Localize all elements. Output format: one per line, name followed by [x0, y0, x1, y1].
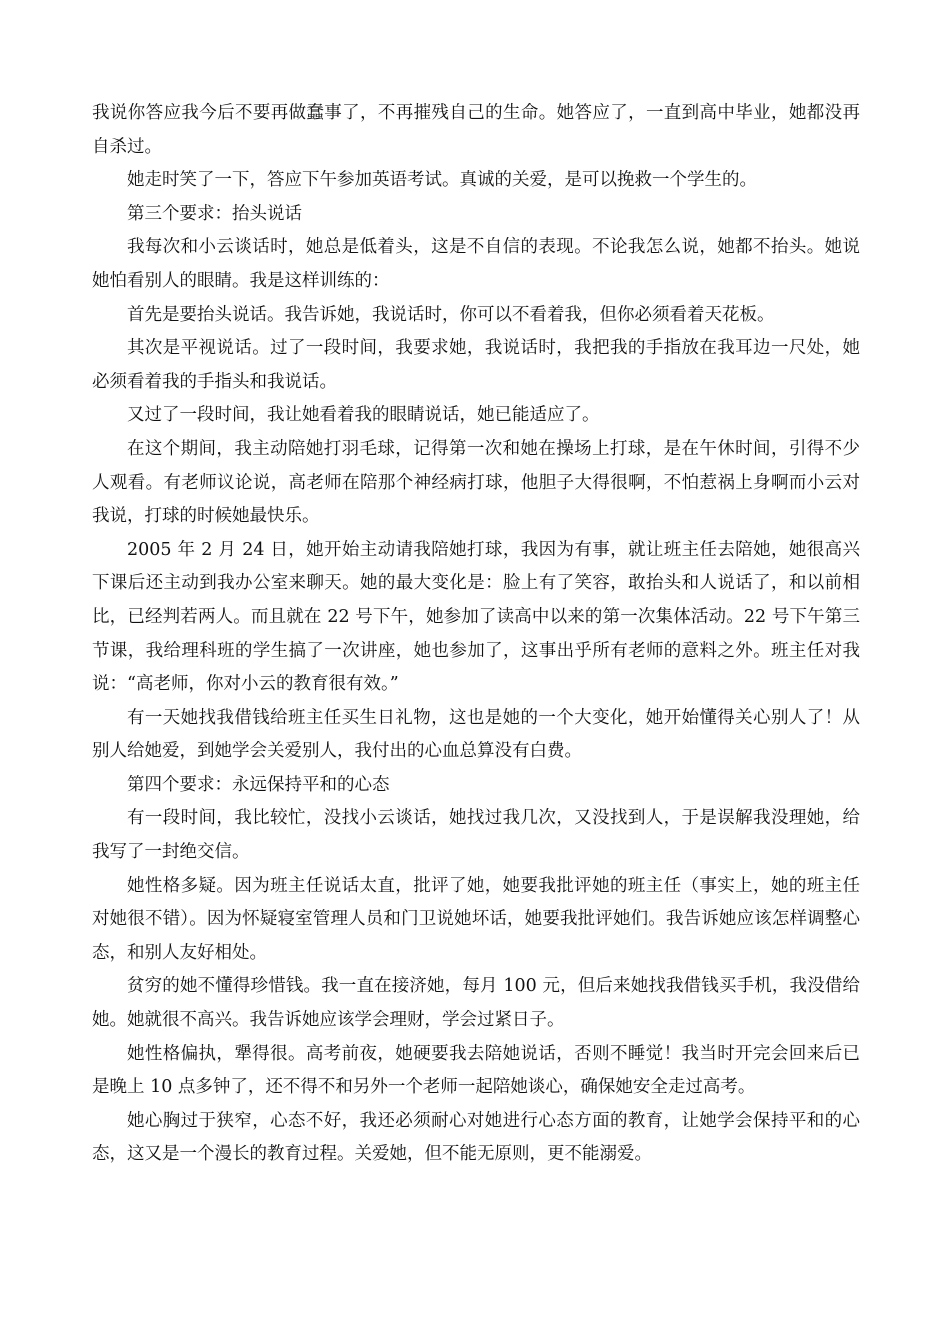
paragraph-16: 她心胸过于狭窄，心态不好，我还必须耐心对她进行心态方面的教育，让她学会保持平和的心态，这又是一个漫长的教育过程。关爱她，但不能无原则，更不能溺爱。 — [92, 1110, 860, 1165]
paragraph-4: 我每次和小云谈话时，她总是低着头，这是不自信的表现。不论我怎么说，她都不抬头。她说她怕看别人的眼睛。我是这样训练的： — [92, 237, 860, 291]
paragraph-15: 她性格偏执，犟得很。高考前夜，她硬要我去陪她说话，否则不睡觉！我当时开完会回来后已是晚上 10 点多钟了，还不得不和另外一个老师一起陪她谈心，确保她安全走过高考。 — [92, 1043, 860, 1098]
paragraph-5: 首先是要抬头说话。我告诉她，我说话时，你可以不看着我，但你必须看着天花板。 — [127, 304, 775, 325]
paragraph-8: 在这个期间，我主动陪她打羽毛球，记得第一次和她在操场上打球，是在午休时间，引得不少人观看。有老师议论说，高老师在陪那个神经病打球，他胆子大得很啊，不怕惹祸上身啊而小云对我说，打球的时候她最快乐。 — [92, 438, 860, 527]
paragraph-1: 我说你答应我今后不要再做蠢事了，不再摧残自己的生命。她答应了，一直到高中毕业，她都没再自杀过。 — [92, 103, 860, 157]
section-heading-4: 第四个要求：永远保持平和的心态 — [127, 774, 390, 795]
paragraph-9: 2005 年 2 月 24 日，她开始主动请我陪她打球，我因为有事，就让班主任去陪她，她很高兴下课后还主动到我办公室来聊天。她的最大变化是：脸上有了笑容，敢抬头和人说话了，和以前相比，已经判若两人。而且就在 22 号下午，她参加了读高中以来的第一次集体活动。22 号下午第三节课，我给理科班的学生搞了一次讲座，她也参加了，这事出乎所有老师的意料之外。班主任对我说：“高老师，你对小云的教育很有效。” — [92, 539, 860, 695]
paragraph-7: 又过了一段时间，我让她看着我的眼睛说话，她已能适应了。 — [127, 405, 600, 426]
paragraph-6: 其次是平视说话。过了一段时间，我要求她，我说话时，我把我的手指放在我耳边一尺处，她必须看着我的手指头和我说话。 — [92, 338, 860, 392]
paragraph-10: 有一天她找我借钱给班主任买生日礼物，这也是她的一个大变化，她开始懂得关心别人了！从别人给她爱，到她学会关爱别人，我付出的心血总算没有白费。 — [92, 707, 860, 762]
paragraph-14: 贫穷的她不懂得珍惜钱。我一直在接济她，每月 100 元，但后来她找我借钱买手机，我没借给她。她就很不高兴。我告诉她应该学会理财，学会过紧日子。 — [92, 976, 860, 1031]
document-body — [92, 97, 860, 1172]
paragraph-13: 她性格多疑。因为班主任说话太直，批评了她，她要我批评她的班主任（事实上，她的班主任对她很不错）。因为怀疑寝室管理人员和门卫说她坏话，她要我批评她们。我告诉她应该怎样调整心态，和别人友好相处。 — [92, 875, 860, 963]
paragraph-2: 她走时笑了一下，答应下午参加英语考试。真诚的关爱，是可以挽救一个学生的。 — [127, 170, 757, 191]
paragraph-12: 有一段时间，我比较忙，没找小云谈话，她找过我几次，又没找到人，于是误解我没理她，给我写了一封绝交信。 — [92, 808, 860, 863]
section-heading-3: 第三个要求：抬头说话 — [127, 203, 302, 224]
